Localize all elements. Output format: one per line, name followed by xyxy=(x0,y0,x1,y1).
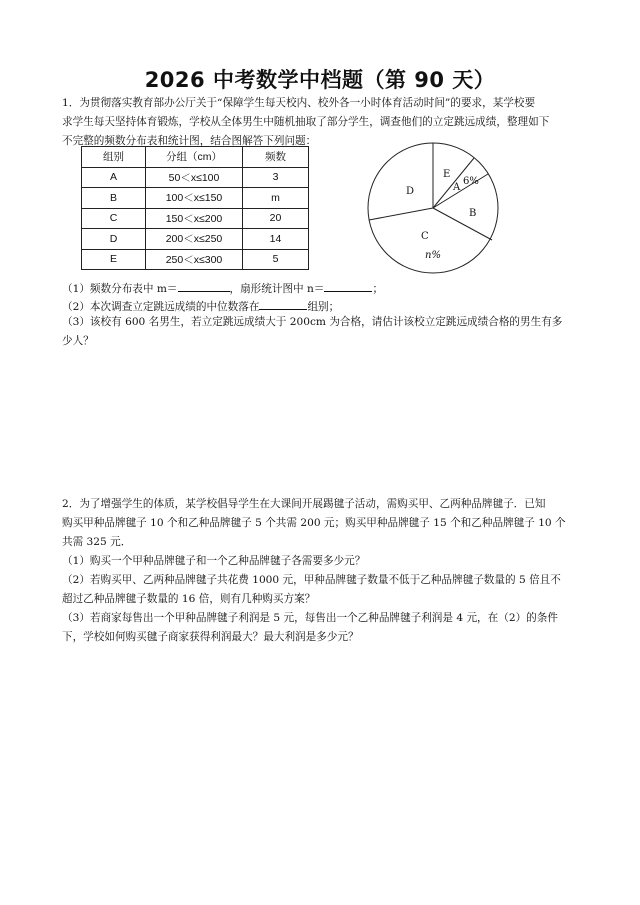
q1-intro-line2: 求学生每天坚持体育锻炼，学校从全体男生中随机抽取了部分学生，调查他们的立定跳远成绩，整理如下 xyxy=(62,116,550,128)
answer-blank-n[interactable] xyxy=(324,281,372,292)
pie-percent-a: 6% xyxy=(463,176,479,187)
col-header-range: 分组（cm） xyxy=(146,147,243,168)
q1-sub1 xyxy=(62,281,383,296)
cell-range: 200＜x≤250 xyxy=(146,229,243,250)
table-row xyxy=(82,208,309,229)
q1-intro-line1: 1．为贯彻落实教育部办公厅关于“保障学生每天校内、校外各一小时体育活动时间”的要求，某学校要 xyxy=(62,97,536,109)
q2-sub3-line1: （3）若商家每售出一个甲种品牌毽子利润是 5 元，每售出一个乙种品牌毽子利润是 4 元，在（2）的条件 xyxy=(62,612,558,624)
pie-label-b: B xyxy=(469,208,477,219)
q2-intro-line2: 购买甲种品牌毽子 10 个和乙种品牌毽子 5 个共需 200 元；购买甲种品牌毽子 15 个和乙种品牌毽子 10 个 xyxy=(62,517,566,529)
table-header-row xyxy=(82,147,309,168)
cell-group: E xyxy=(82,249,146,270)
q2-intro xyxy=(62,495,588,552)
cell-range: 100＜x≤150 xyxy=(146,188,243,209)
cell-group: D xyxy=(82,229,146,250)
table-row xyxy=(82,229,309,250)
col-header-count: 频数 xyxy=(243,147,309,168)
table-row xyxy=(82,167,309,188)
q1-sub2-suffix: 组别； xyxy=(307,301,340,313)
q2-subquestions xyxy=(62,552,588,647)
q2-sub2-line2: 超过乙种品牌毽子数量的 16 倍，则有几种购买方案？ xyxy=(62,593,316,605)
pie-label-c: C xyxy=(421,231,429,242)
pie-label-a: A xyxy=(453,182,461,193)
q1-sub3 xyxy=(62,313,588,351)
cell-group: B xyxy=(82,188,146,209)
pie-percent-c: n% xyxy=(425,250,441,261)
pie-label-e: E xyxy=(443,169,451,180)
table-row xyxy=(82,188,309,209)
q1-sub3-line2: 少人？ xyxy=(62,335,94,347)
q1-intro-line3: 不完整的频数分布表和统计图，结合图解答下列问题： xyxy=(62,135,317,147)
cell-count: 20 xyxy=(243,208,309,229)
cell-count: 14 xyxy=(243,229,309,250)
cell-range: 250＜x≤300 xyxy=(146,249,243,270)
q2-sub1: （1）购买一个甲种品牌毽子和一个乙种品牌毽子各需要多少元？ xyxy=(62,555,366,567)
q1-sub3-line1: （3）该校有 600 名男生，若立定跳远成绩大于 200cm 为合格，请估计该校立定跳远成绩合格的男生有多 xyxy=(62,316,563,328)
q1-sub1-suffix: ； xyxy=(372,283,384,295)
cell-range: 150＜x≤200 xyxy=(146,208,243,229)
q1-sub2 xyxy=(62,299,339,314)
cell-group: A xyxy=(82,167,146,188)
answer-blank-m[interactable] xyxy=(178,281,230,292)
table-row xyxy=(82,249,309,270)
cell-count: m xyxy=(243,188,309,209)
q2-intro-line1: 2．为了增强学生的体质，某学校倡导学生在大课间开展踢毽子活动，需购买甲、乙两种品牌毽子．已知 xyxy=(62,498,546,510)
cell-group: C xyxy=(82,208,146,229)
pie-label-d: D xyxy=(406,186,415,197)
q1-sub1-middle: ，扇形统计图中 n＝ xyxy=(229,283,325,295)
q1-sub2-prefix: （2）本次调查立定跳远成绩的中位数落在 xyxy=(62,301,260,313)
q2-sub3-line2: 下，学校如何购买毽子商家获得利润最大？最大利润是多少元？ xyxy=(62,631,359,643)
frequency-table xyxy=(81,146,309,270)
q2-sub2-line1: （2）若购买甲、乙两种品牌毽子共花费 1000 元，甲种品牌毽子数量不低于乙种品牌毽子数量的 5 倍且不 xyxy=(62,574,561,586)
answer-blank-median[interactable] xyxy=(259,299,307,310)
page-title: 2026 中考数学中档题（第 90 天） xyxy=(144,68,496,92)
cell-count: 5 xyxy=(243,249,309,270)
q1-sub1-prefix: （1）频数分布表中 m＝ xyxy=(62,283,178,295)
pie-chart xyxy=(362,136,512,276)
q2-intro-line3: 共需 325 元． xyxy=(62,536,132,548)
cell-range: 50＜x≤100 xyxy=(146,167,243,188)
col-header-group: 组别 xyxy=(82,147,146,168)
cell-count: 3 xyxy=(243,167,309,188)
